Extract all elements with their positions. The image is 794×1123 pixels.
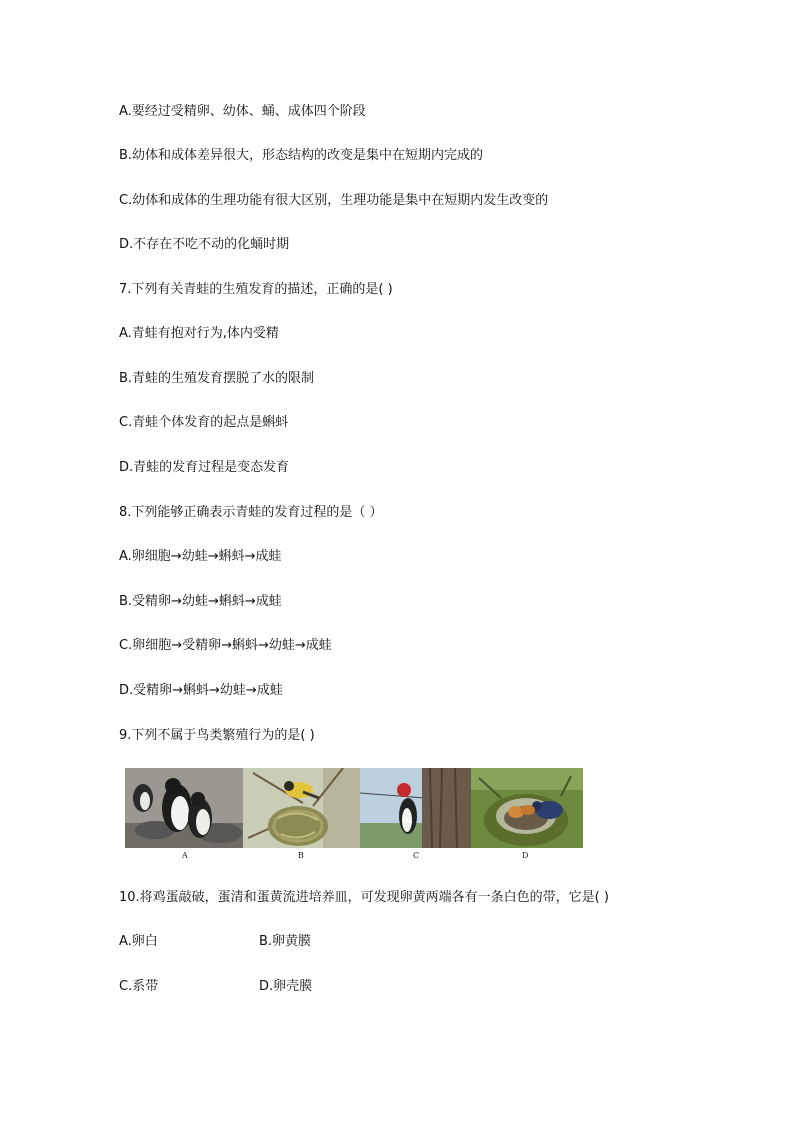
photo-c-woodpecker: [360, 768, 471, 848]
line-7b: B.青蛙的生殖发育摆脱了水的限制: [119, 371, 315, 386]
line-7a: A.青蛙有抱对行为,体内受精: [119, 326, 279, 341]
question-10: 10.将鸡蛋敲破，蛋清和蛋黄流进培养皿，可发现卵黄两端各有一条白色的带，它是( ): [119, 890, 609, 905]
line-6b: B.幼体和成体差异很大，形态结构的改变是集中在短期内完成的: [119, 148, 484, 163]
line-6c: C.幼体和成体的生理功能有很大区别，生理功能是集中在短期内发生改变的: [119, 193, 549, 208]
line-8d: D.受精卵→蝌蚪→幼蛙→成蛙: [119, 683, 283, 698]
photo-b-weaver-nest: [243, 768, 360, 848]
option-10a: A.卵白: [119, 934, 158, 949]
line-7c: C.青蛙个体发育的起点是蝌蚪: [119, 415, 289, 430]
line-7d: D.青蛙的发育过程是变态发育: [119, 460, 290, 475]
line-8c: C.卵细胞→受精卵→蝌蚪→幼蛙→成蛙: [119, 638, 332, 653]
photo-d-nest-feeding: [471, 768, 583, 848]
option-10c: C.系带: [119, 979, 159, 994]
option-10b: B.卵黄膜: [259, 934, 312, 949]
line-6d: D.不存在不吃不动的化蛹时期: [119, 237, 290, 252]
question-8: 8.下列能够正确表示青蛙的发育过程的是（ ）: [119, 505, 383, 520]
line-8a: A.卵细胞→幼蛙→蝌蚪→成蛙: [119, 549, 282, 564]
line-6a: A.要经过受精卵、幼体、蛹、成体四个阶段: [119, 104, 366, 119]
question-7: 7.下列有关青蛙的生殖发育的描述，正确的是( ): [119, 282, 393, 297]
line-8b: B.受精卵→幼蛙→蝌蚪→成蛙: [119, 594, 282, 609]
caption-c: C: [413, 851, 420, 860]
question-9: 9.下列不属于鸟类繁殖行为的是( ): [119, 728, 315, 743]
option-10d: D.卵壳膜: [259, 979, 313, 994]
photo-a-penguins: [125, 768, 243, 848]
caption-a: A: [182, 851, 188, 860]
caption-d: D: [522, 851, 529, 860]
bird-photo-strip: [125, 768, 583, 848]
caption-b: B: [298, 851, 304, 860]
